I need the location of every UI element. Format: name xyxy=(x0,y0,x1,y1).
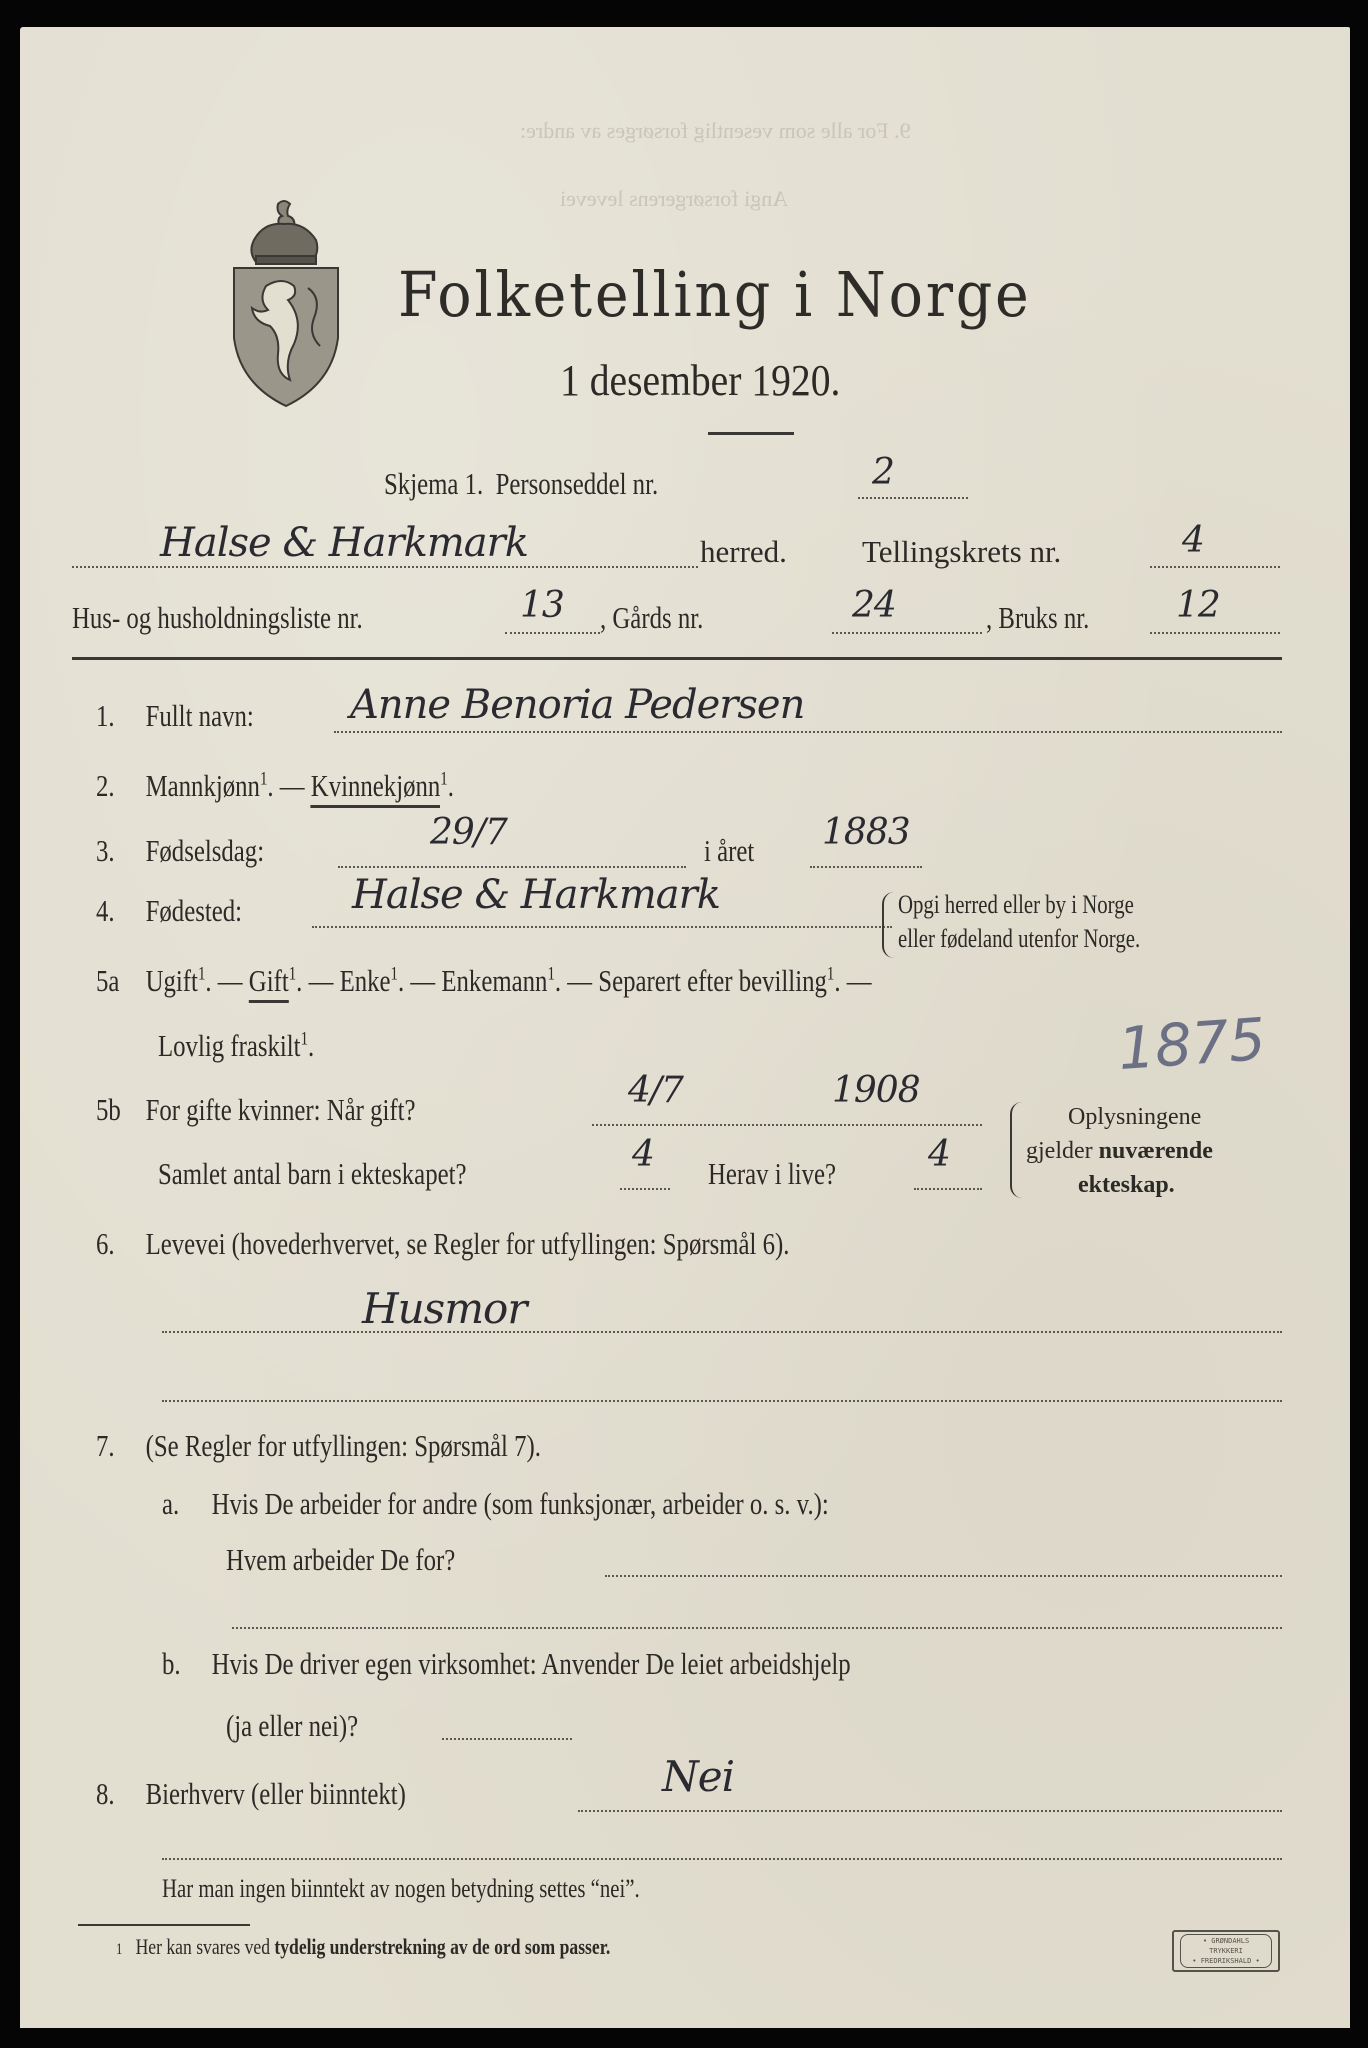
bleed-through-line-1: 9. For alle som vesentlig forsørges av andre: xyxy=(520,118,911,143)
q7a-question: Hvem arbeider De for? xyxy=(226,1542,456,1577)
birthplace-note-2: eller fødeland utenfor Norge. xyxy=(898,924,1141,953)
q4-label: 4. Fødested: xyxy=(96,893,243,928)
farm-number-field[interactable]: 24 xyxy=(852,585,896,626)
marriage-date-field[interactable]: 4/7 xyxy=(628,1070,683,1111)
schema-label: Skjema 1. Personseddel nr. xyxy=(384,466,659,501)
q1-label: 1. Fullt navn: xyxy=(96,698,254,733)
person-slip-line xyxy=(858,497,968,499)
q7a-label: a. Hvis De arbeider for andre (som funksjonær, arbeider o. s. v.): xyxy=(162,1486,829,1521)
q7-label: 7. (Se Regler for utfyllingen: Spørsmål 7). xyxy=(96,1428,541,1463)
full-name-field[interactable]: Anne Benoria Pedersen xyxy=(350,682,805,728)
option-female-selected[interactable]: Kvinnekjønn xyxy=(311,768,441,808)
form-date: 1 desember 1920. xyxy=(560,356,841,405)
birth-date-field[interactable]: 29/7 xyxy=(430,812,507,853)
district-label: Tellingskrets nr. xyxy=(862,534,1062,569)
alive-count-field[interactable]: 4 xyxy=(928,1134,950,1175)
farm-line xyxy=(832,632,982,634)
municipality-line xyxy=(72,566,698,568)
children-count-field[interactable]: 4 xyxy=(632,1134,654,1175)
birthplace-line xyxy=(312,926,892,928)
birth-year-line xyxy=(810,866,922,868)
side-income-line-2 xyxy=(162,1858,1282,1860)
q7b-question: (ja eller nei)? xyxy=(226,1708,359,1743)
marriage-note-1: Oplysningene xyxy=(1068,1104,1202,1130)
marriage-year-field[interactable]: 1908 xyxy=(832,1070,920,1111)
children-label: Samlet antal barn i ekteskapet? xyxy=(158,1156,467,1191)
children-line xyxy=(620,1188,670,1190)
district-line xyxy=(1150,566,1280,568)
option-male[interactable]: Mannkjønn xyxy=(145,768,260,803)
municipality-field[interactable]: Halse & Harkmark xyxy=(160,520,528,566)
q5a-continued: Lovlig fraskilt$^1$. xyxy=(158,1028,315,1063)
marriage-note-3: ekteskap. xyxy=(1078,1172,1175,1198)
q5b-married-label: 5b For gifte kvinner: Når gift? xyxy=(96,1092,416,1127)
birthplace-note-bracket xyxy=(882,892,894,958)
person-slip-number-field[interactable]: 2 xyxy=(872,452,894,493)
employer-field[interactable] xyxy=(605,1575,1282,1577)
side-income-line xyxy=(578,1810,1282,1812)
birth-date-line xyxy=(338,866,686,868)
option-gift-selected[interactable]: Gift xyxy=(249,963,289,1003)
option-ugift[interactable]: Ugift xyxy=(145,963,198,998)
option-enkemann[interactable]: Enkemann xyxy=(441,963,548,998)
pencil-annotation-year: 1875 xyxy=(1115,1004,1268,1084)
side-income-field[interactable]: Nei xyxy=(662,1752,735,1801)
option-lovlig-fraskilt[interactable]: Lovlig fraskilt xyxy=(158,1028,301,1063)
household-number-field[interactable]: 13 xyxy=(520,585,564,626)
q3-label: 3. Fødselsdag: xyxy=(96,833,265,868)
option-separert[interactable]: Separert efter bevilling xyxy=(598,963,827,998)
municipality-suffix: herred. xyxy=(700,534,787,569)
occupation-line-2 xyxy=(162,1400,1282,1402)
alive-label: Herav i live? xyxy=(708,1156,837,1191)
use-label: , Bruks nr. xyxy=(986,600,1090,635)
birth-year-label: i året xyxy=(704,833,755,868)
farm-label: , Gårds nr. xyxy=(600,600,704,635)
footnote-rule xyxy=(78,1924,250,1926)
marriage-line xyxy=(592,1124,982,1126)
use-number-field[interactable]: 12 xyxy=(1176,585,1220,626)
occupation-field[interactable]: Husmor xyxy=(362,1284,527,1333)
option-enke[interactable]: Enke xyxy=(339,963,391,998)
footnote: 1 Her kan svares ved tydelig understrekning av de ord som passer. xyxy=(116,1934,611,1959)
bleed-through-line-2: Angi forsørgerens levevei xyxy=(560,186,789,211)
occupation-line-1 xyxy=(162,1331,1282,1333)
q8-label: 8. Bierhverv (eller biinntekt) xyxy=(96,1776,406,1811)
household-label: Hus- og husholdningsliste nr. xyxy=(72,600,363,635)
q6-label: 6. Levevei (hovederhvervet, se Regler for utfyllingen: Spørsmål 6). xyxy=(96,1226,790,1261)
district-number-field[interactable]: 4 xyxy=(1182,520,1204,561)
q7b-label: b. Hvis De driver egen virksomhet: Anvender De leiet arbeidshjelp xyxy=(162,1646,851,1681)
alive-line xyxy=(914,1188,982,1190)
birth-year-field[interactable]: 1883 xyxy=(822,812,910,853)
side-income-hint: Har man ingen biinntekt av nogen betydning settes “nei”. xyxy=(162,1874,640,1903)
hired-help-field[interactable] xyxy=(442,1738,572,1740)
printer-stamp: • GRØNDAHLS TRYKKERI • FREDRIKSHALD • xyxy=(1172,1930,1280,1972)
norwegian-coat-of-arms-icon xyxy=(228,198,343,408)
employer-line-2 xyxy=(232,1627,1282,1629)
q5a-marital-status: 5a Ugift$^1$. — Gift$^1$. — Enke$^1$. — Enkemann$^1$. — Separert efter bevilling$^1$. — xyxy=(96,963,1065,999)
q2-gender: 2. Mannkjønn$^1$. — Kvinnekjønn$^1$. xyxy=(96,768,543,804)
birthplace-field[interactable]: Halse & Harkmark xyxy=(352,872,720,918)
marriage-note-bracket xyxy=(1010,1102,1022,1198)
title-divider xyxy=(708,432,794,435)
household-line xyxy=(505,632,600,634)
use-line xyxy=(1150,632,1280,634)
birthplace-note-1: Opgi herred eller by i Norge xyxy=(898,890,1134,919)
full-name-line xyxy=(334,731,1282,733)
marriage-note-2: gjelder nuværende xyxy=(1026,1138,1213,1164)
header-separator xyxy=(72,657,1282,660)
form-title: Folketelling i Norge xyxy=(398,258,1032,331)
